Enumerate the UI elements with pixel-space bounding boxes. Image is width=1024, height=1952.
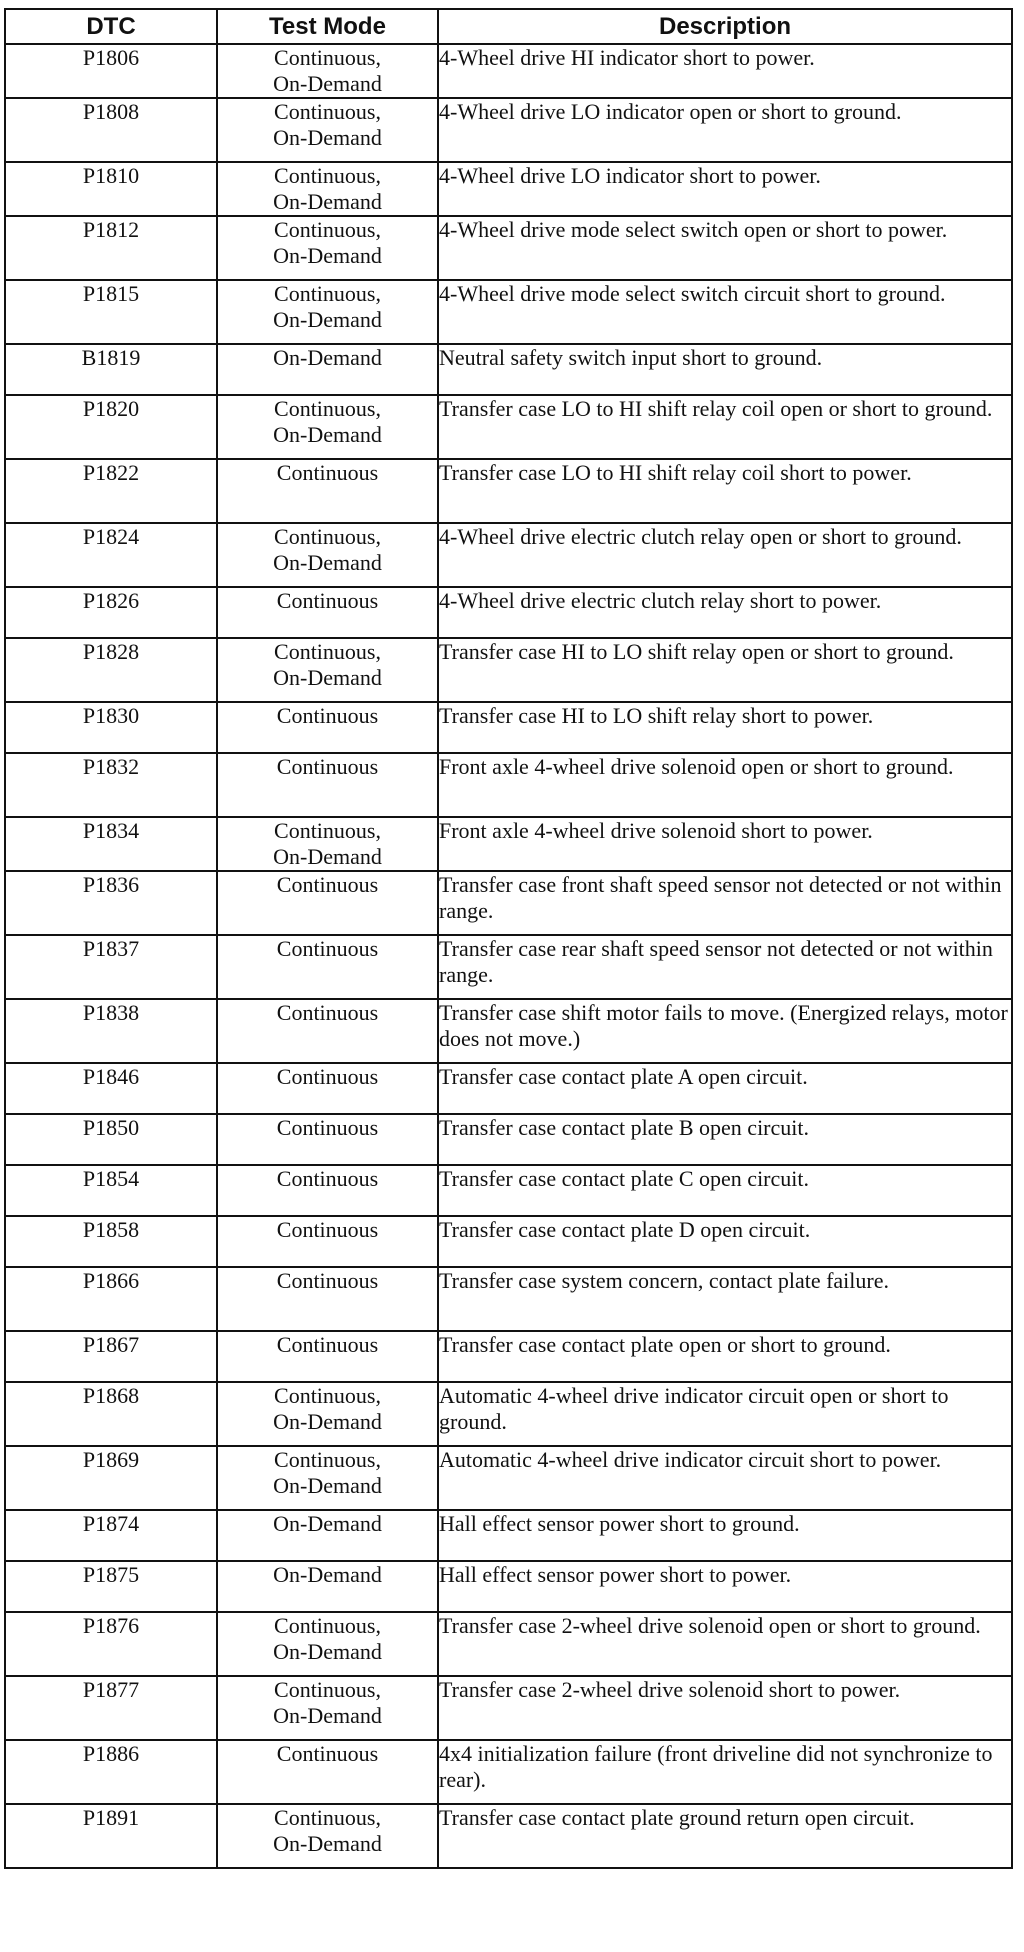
test-mode: Continuous [217, 999, 438, 1063]
table-row [5, 1510, 1012, 1561]
test-mode: Continuous, On-Demand [217, 44, 438, 98]
test-mode: Continuous, On-Demand [217, 1612, 438, 1676]
test-mode: Continuous, On-Demand [217, 638, 438, 702]
test-mode: Continuous, On-Demand [217, 1382, 438, 1446]
dtc-code: P1877 [5, 1676, 217, 1740]
dtc-code: B1819 [5, 344, 217, 395]
dtc-code: P1869 [5, 1446, 217, 1510]
test-mode: Continuous, On-Demand [217, 216, 438, 280]
test-mode: Continuous, On-Demand [217, 395, 438, 459]
table-row [5, 1382, 1012, 1446]
dtc-code: P1874 [5, 1510, 217, 1561]
table-row [5, 523, 1012, 587]
dtc-code: P1826 [5, 587, 217, 638]
dtc-code: P1867 [5, 1331, 217, 1382]
dtc-code: P1810 [5, 162, 217, 216]
header-test-mode: Test Mode [217, 9, 438, 44]
table-row [5, 1561, 1012, 1612]
description: Transfer case front shaft speed sensor not detected or not within range. [438, 871, 1012, 935]
dtc-code: P1838 [5, 999, 217, 1063]
table-row [5, 1676, 1012, 1740]
description: 4-Wheel drive LO indicator short to power. [438, 162, 1012, 216]
description: Hall effect sensor power short to power. [438, 1561, 1012, 1612]
test-mode: Continuous, On-Demand [217, 162, 438, 216]
dtc-code: P1846 [5, 1063, 217, 1114]
table-row [5, 638, 1012, 702]
table-row [5, 1216, 1012, 1267]
dtc-code: P1875 [5, 1561, 217, 1612]
description: 4-Wheel drive LO indicator open or short to ground. [438, 98, 1012, 162]
header-dtc: DTC [5, 9, 217, 44]
description: Transfer case contact plate B open circuit. [438, 1114, 1012, 1165]
dtc-code: P1812 [5, 216, 217, 280]
test-mode: Continuous, On-Demand [217, 98, 438, 162]
description: 4-Wheel drive HI indicator short to power. [438, 44, 1012, 98]
test-mode: On-Demand [217, 344, 438, 395]
dtc-code: P1836 [5, 871, 217, 935]
dtc-code: P1858 [5, 1216, 217, 1267]
description: Transfer case contact plate ground return open circuit. [438, 1804, 1012, 1868]
description: Transfer case LO to HI shift relay coil open or short to ground. [438, 395, 1012, 459]
test-mode: Continuous [217, 702, 438, 753]
test-mode: Continuous, On-Demand [217, 523, 438, 587]
table-row [5, 1114, 1012, 1165]
test-mode: Continuous, On-Demand [217, 280, 438, 344]
description: Transfer case HI to LO shift relay short to power. [438, 702, 1012, 753]
test-mode: Continuous [217, 1216, 438, 1267]
description: Transfer case LO to HI shift relay coil short to power. [438, 459, 1012, 523]
header-description: Description [438, 9, 1012, 44]
dtc-code: P1808 [5, 98, 217, 162]
dtc-code: P1850 [5, 1114, 217, 1165]
table-row [5, 587, 1012, 638]
table-row [5, 98, 1012, 162]
test-mode: Continuous [217, 1740, 438, 1804]
table-row [5, 162, 1012, 216]
dtc-table [4, 8, 1013, 1869]
description: Automatic 4-wheel drive indicator circuit open or short to ground. [438, 1382, 1012, 1446]
dtc-code: P1815 [5, 280, 217, 344]
description: Front axle 4-wheel drive solenoid short to power. [438, 817, 1012, 871]
table-header [5, 9, 1012, 44]
dtc-code: P1832 [5, 753, 217, 817]
test-mode: Continuous, On-Demand [217, 817, 438, 871]
description: Transfer case HI to LO shift relay open or short to ground. [438, 638, 1012, 702]
table-row [5, 1612, 1012, 1676]
dtc-code: P1837 [5, 935, 217, 999]
description: Transfer case shift motor fails to move. (Energized relays, motor does not move.) [438, 999, 1012, 1063]
table-row [5, 817, 1012, 871]
test-mode: Continuous [217, 935, 438, 999]
dtc-code: P1830 [5, 702, 217, 753]
dtc-code: P1820 [5, 395, 217, 459]
test-mode: On-Demand [217, 1561, 438, 1612]
dtc-code: P1822 [5, 459, 217, 523]
description: Transfer case contact plate A open circuit. [438, 1063, 1012, 1114]
table-row [5, 459, 1012, 523]
test-mode: Continuous [217, 871, 438, 935]
description: Neutral safety switch input short to ground. [438, 344, 1012, 395]
table-row [5, 753, 1012, 817]
description: 4-Wheel drive electric clutch relay open or short to ground. [438, 523, 1012, 587]
description: Hall effect sensor power short to ground. [438, 1510, 1012, 1561]
dtc-code: P1834 [5, 817, 217, 871]
description: Front axle 4-wheel drive solenoid open or short to ground. [438, 753, 1012, 817]
test-mode: Continuous [217, 753, 438, 817]
table-row [5, 1267, 1012, 1331]
table-body [5, 44, 1012, 1868]
table-row [5, 1165, 1012, 1216]
table-row [5, 999, 1012, 1063]
test-mode: Continuous [217, 1267, 438, 1331]
table-row [5, 395, 1012, 459]
description: 4-Wheel drive mode select switch circuit short to ground. [438, 280, 1012, 344]
dtc-code: P1868 [5, 1382, 217, 1446]
table-row [5, 1063, 1012, 1114]
table-row [5, 44, 1012, 98]
description: Transfer case rear shaft speed sensor not detected or not within range. [438, 935, 1012, 999]
description: 4-Wheel drive mode select switch open or short to power. [438, 216, 1012, 280]
description: Transfer case contact plate D open circuit. [438, 1216, 1012, 1267]
table-row [5, 702, 1012, 753]
description: 4x4 initialization failure (front driveline did not synchronize to rear). [438, 1740, 1012, 1804]
description: Transfer case contact plate C open circuit. [438, 1165, 1012, 1216]
test-mode: Continuous, On-Demand [217, 1446, 438, 1510]
table-row [5, 871, 1012, 935]
description: Transfer case 2-wheel drive solenoid short to power. [438, 1676, 1012, 1740]
table-row [5, 1804, 1012, 1868]
test-mode: Continuous [217, 1331, 438, 1382]
dtc-code: P1828 [5, 638, 217, 702]
table-row [5, 216, 1012, 280]
header-row [5, 9, 1012, 44]
description: Transfer case 2-wheel drive solenoid open or short to ground. [438, 1612, 1012, 1676]
test-mode: Continuous, On-Demand [217, 1804, 438, 1868]
dtc-code: P1891 [5, 1804, 217, 1868]
dtc-code: P1866 [5, 1267, 217, 1331]
description: Transfer case system concern, contact plate failure. [438, 1267, 1012, 1331]
test-mode: Continuous [217, 587, 438, 638]
dtc-code: P1854 [5, 1165, 217, 1216]
dtc-code: P1806 [5, 44, 217, 98]
table-row [5, 935, 1012, 999]
test-mode: Continuous [217, 459, 438, 523]
table-row [5, 1740, 1012, 1804]
test-mode: Continuous, On-Demand [217, 1676, 438, 1740]
test-mode: Continuous [217, 1063, 438, 1114]
description: 4-Wheel drive electric clutch relay short to power. [438, 587, 1012, 638]
dtc-code: P1824 [5, 523, 217, 587]
table-row [5, 1446, 1012, 1510]
table-row [5, 280, 1012, 344]
dtc-code: P1886 [5, 1740, 217, 1804]
test-mode: On-Demand [217, 1510, 438, 1561]
test-mode: Continuous [217, 1165, 438, 1216]
table-row [5, 344, 1012, 395]
dtc-code: P1876 [5, 1612, 217, 1676]
test-mode: Continuous [217, 1114, 438, 1165]
description: Transfer case contact plate open or short to ground. [438, 1331, 1012, 1382]
table-row [5, 1331, 1012, 1382]
description: Automatic 4-wheel drive indicator circuit short to power. [438, 1446, 1012, 1510]
